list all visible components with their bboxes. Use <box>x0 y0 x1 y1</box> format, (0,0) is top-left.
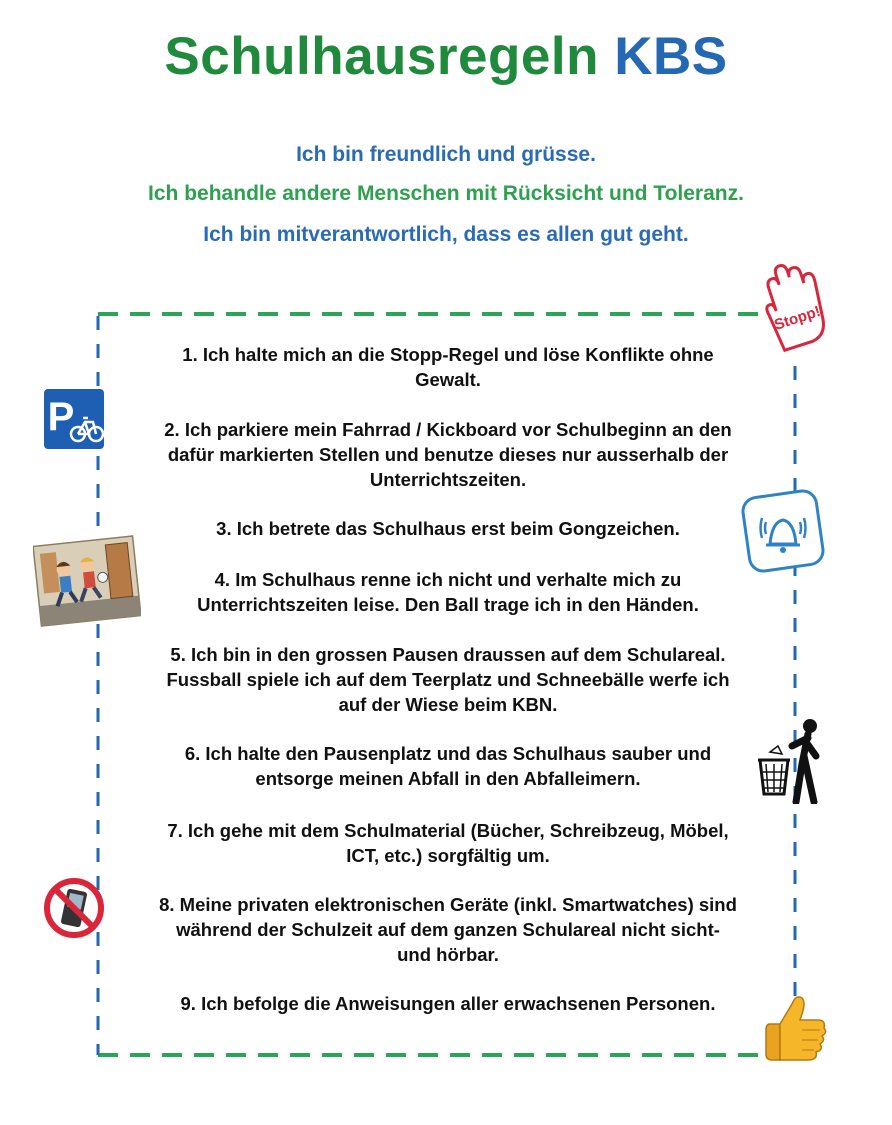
running-children-icon <box>33 535 141 627</box>
rule-6 <box>108 741 788 791</box>
rule-line: 6. Ich halte den Pausenplatz und das Schulhaus sauber und <box>184 743 712 764</box>
rule-line: dafür markierten Stellen und benutze dieses nur ausserhalb der <box>167 444 729 465</box>
rule-2 <box>108 417 788 492</box>
rule-4 <box>108 567 788 617</box>
rule-line: entsorge meinen Abfall in den Abfalleimern. <box>255 768 641 789</box>
rule-line: auf der Wiese beim KBN. <box>338 694 558 715</box>
rule-line: während der Schulzeit auf dem ganzen Schulareal nicht sicht- <box>176 919 720 940</box>
title-main: Schulhausregeln <box>164 27 599 86</box>
parking-letter: P <box>47 395 75 439</box>
rule-line: 2. Ich parkiere mein Fahrrad / Kickboard vor Schulbeginn an den <box>164 419 732 440</box>
rule-line: und hörbar. <box>397 944 499 965</box>
rule-7 <box>108 818 788 868</box>
rule-line: 1. Ich halte mich an die Stopp-Regel und löse Konflikte ohne <box>182 344 714 365</box>
motto-3: Ich bin mitverantwortlich, dass es allen gut geht. <box>203 223 689 246</box>
motto-1: Ich bin freundlich und grüsse. <box>296 143 596 166</box>
stop-hand-label: Stopp! <box>772 302 823 334</box>
rule-line: Unterrichtszeiten leise. Den Ball trage ich in den Händen. <box>197 594 699 615</box>
rule-line: Unterrichtszeiten. <box>369 469 527 490</box>
no-phone-icon <box>42 876 106 940</box>
rule-9 <box>108 991 788 1016</box>
rule-line: 5. Ich bin in den grossen Pausen draussen auf dem Schulareal. <box>170 644 726 665</box>
rule-line: Fussball spiele ich auf dem Teerplatz und Schneebälle werfe ich <box>166 669 730 690</box>
title-kbs: KBS <box>614 27 728 86</box>
motto-2: Ich behandle andere Menschen mit Rücksicht und Toleranz. <box>148 182 744 205</box>
rule-1 <box>108 342 788 392</box>
rule-line: 7. Ich gehe mit dem Schulmaterial (Bücher, Schreibzeug, Möbel, <box>167 820 729 841</box>
rule-5 <box>108 642 788 717</box>
stop-hand-icon <box>742 258 842 358</box>
rule-3 <box>108 516 788 541</box>
bicycle-parking-icon <box>41 386 107 452</box>
bell-icon <box>740 488 826 574</box>
rule-line: 9. Ich befolge die Anweisungen aller erwachsenen Personen. <box>180 993 716 1014</box>
trash-bin-icon <box>752 716 830 804</box>
rule-line: Gewalt. <box>415 369 481 390</box>
rule-8 <box>108 892 788 967</box>
rule-line: 8. Meine privaten elektronischen Geräte (inkl. Smartwatches) sind <box>159 894 737 915</box>
rule-line: 3. Ich betrete das Schulhaus erst beim Gongzeichen. <box>216 518 680 539</box>
rule-line: ICT, etc.) sorgfältig um. <box>346 845 550 866</box>
rule-line: 4. Im Schulhaus renne ich nicht und verhalte mich zu <box>214 569 682 590</box>
thumbs-up-icon <box>756 990 832 1066</box>
